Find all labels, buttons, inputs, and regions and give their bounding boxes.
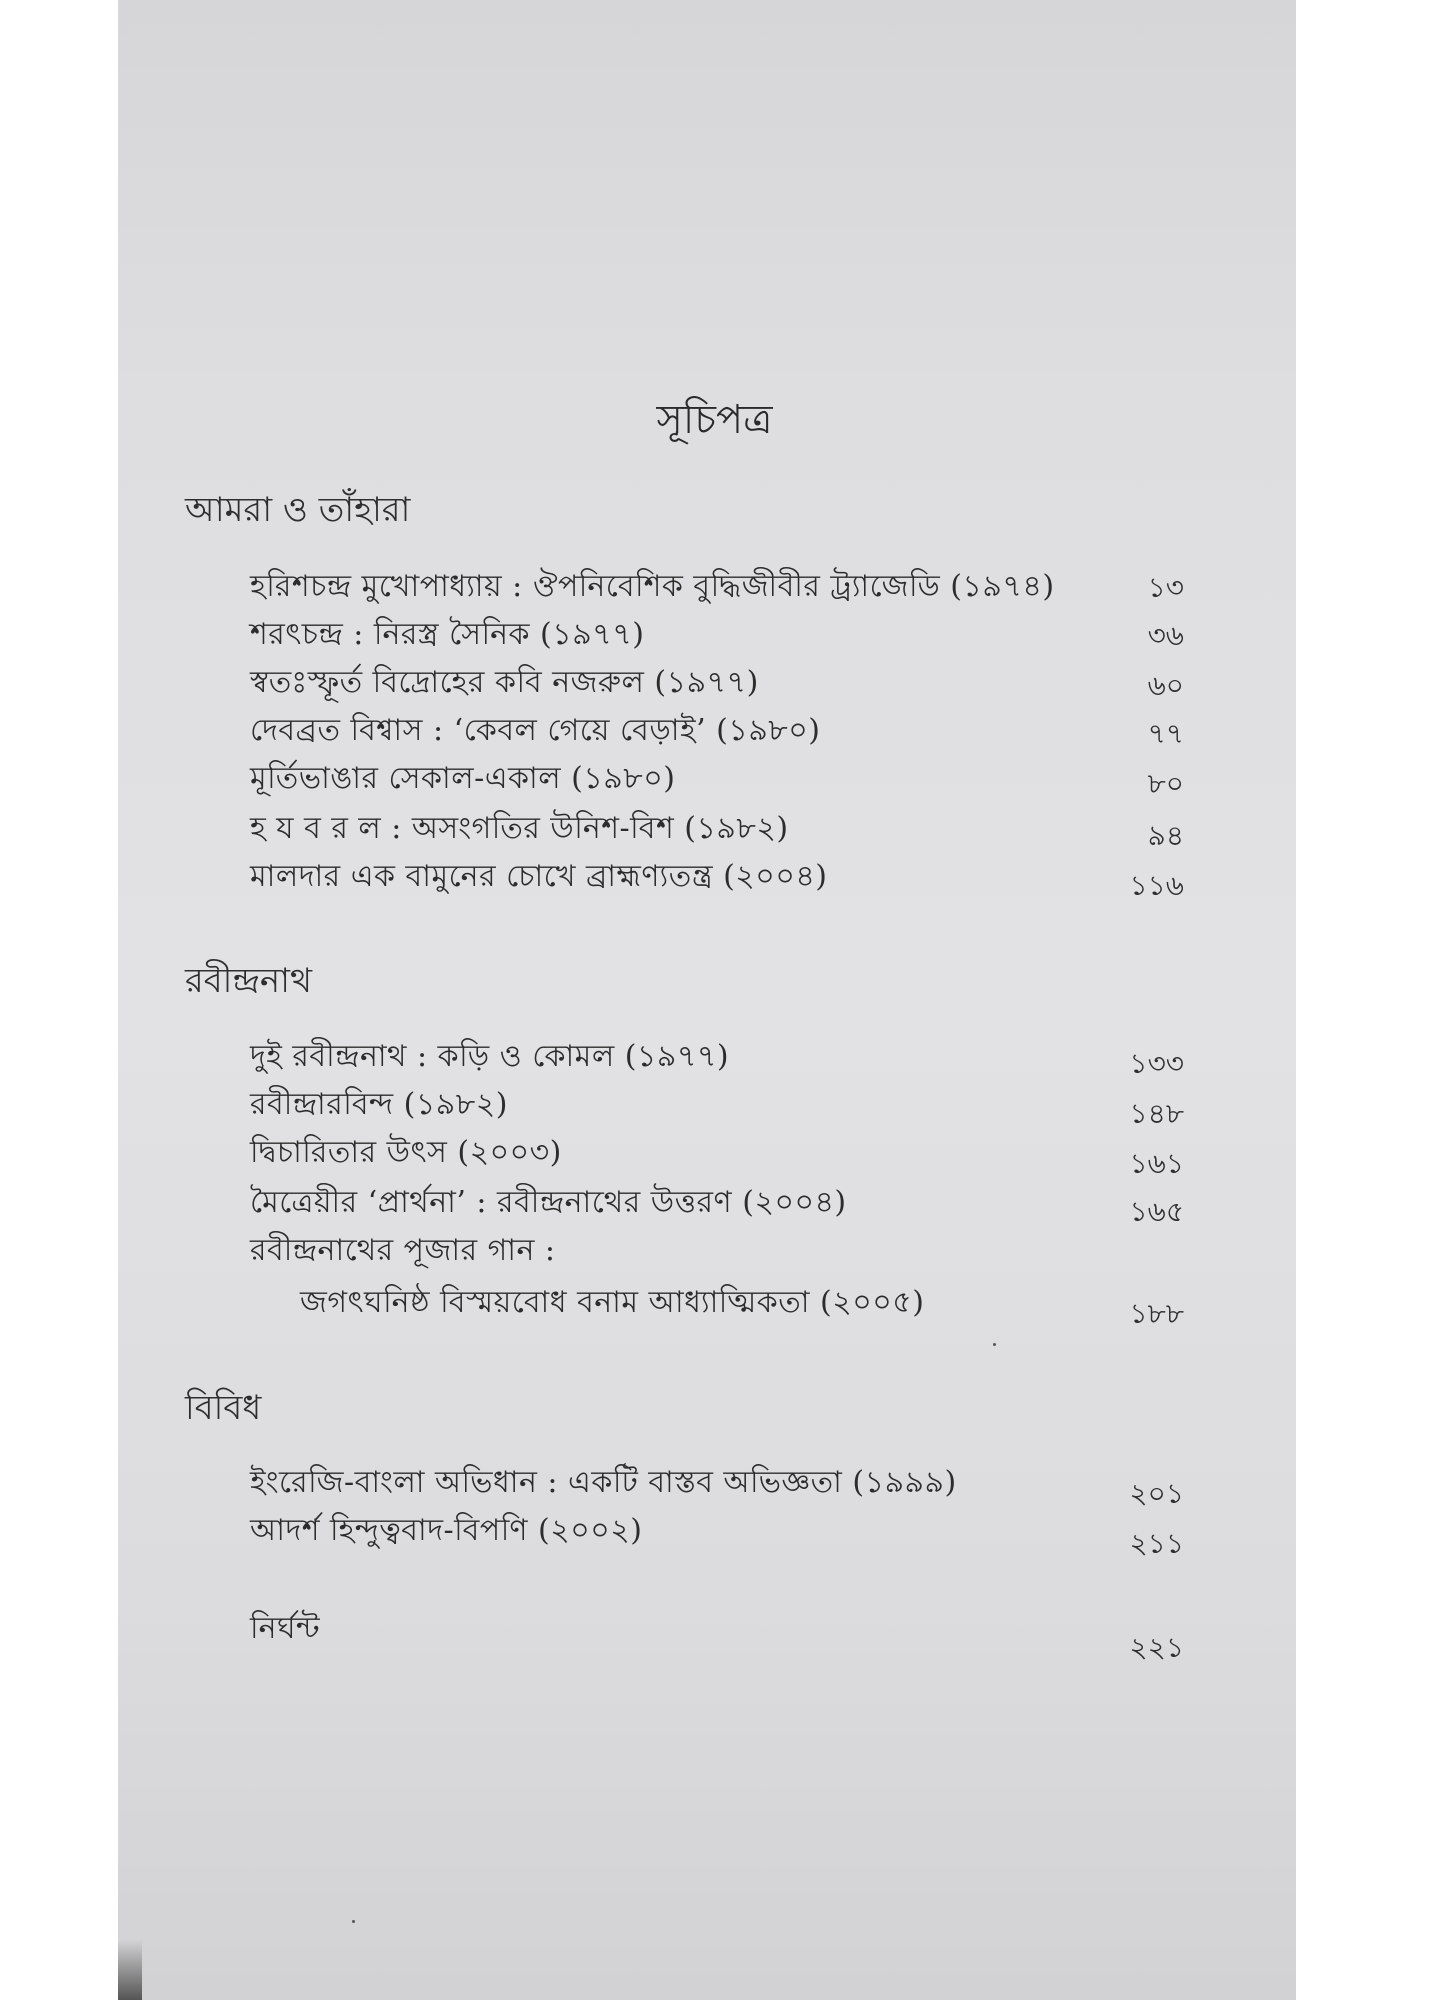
toc-entry: হরিশচন্দ্র মুখোপাধ্যায় : ঔপনিবেশিক বুদ্ধিজীবীর ট্র্যাজেডি (১৯৭৪) bbox=[250, 569, 1055, 604]
scan-margin-left bbox=[0, 0, 118, 2000]
toc-entry: হ য ব র ল : অসংগতির উনিশ-বিশ (১৯৮২) bbox=[250, 811, 789, 846]
toc-index-entry: নির্ঘন্ট bbox=[250, 1611, 321, 1646]
toc-entry: দ্বিচারিতার উৎস (২০০৩) bbox=[250, 1135, 562, 1170]
toc-page-number: ১৬৫ bbox=[1129, 1195, 1184, 1228]
section-heading-bibidh: বিবিধ bbox=[185, 1388, 262, 1428]
toc-page-number: ৭৭ bbox=[1147, 717, 1184, 750]
toc-entry: স্বতঃস্ফূর্ত বিদ্রোহের কবি নজরুল (১৯৭৭) bbox=[250, 665, 759, 700]
toc-page-number: ২২১ bbox=[1129, 1631, 1184, 1664]
toc-page-number: ১৩৩ bbox=[1129, 1047, 1184, 1080]
section-heading-rabindranath: রবীন্দ্রনাথ bbox=[185, 961, 313, 1001]
toc-page-number: ৬০ bbox=[1147, 669, 1184, 702]
toc-entry: দুই রবীন্দ্রনাথ : কড়ি ও কোমল (১৯৭৭) bbox=[250, 1039, 730, 1074]
toc-entry: ইংরেজি-বাংলা অভিধান : একটি বাস্তব অভিজ্ঞতা (১৯৯৯) bbox=[250, 1465, 957, 1500]
toc-entry: রবীন্দ্রারবিন্দ (১৯৮২) bbox=[250, 1087, 508, 1122]
toc-page-number: ৮০ bbox=[1147, 767, 1184, 800]
scan-margin-right bbox=[1296, 0, 1429, 2000]
toc-entry: রবীন্দ্রনাথের পূজার গান : bbox=[250, 1233, 556, 1268]
toc-entry: মালদার এক বামুনের চোখে ব্রাহ্মণ্যতন্ত্র (২০০৪) bbox=[250, 859, 828, 894]
toc-entry: আদর্শ হিন্দুত্ববাদ-বিপণি (২০০২) bbox=[250, 1513, 643, 1548]
page-shadow bbox=[118, 1940, 142, 2000]
toc-page-number: ১৩ bbox=[1147, 571, 1184, 604]
toc-page-number: ৩৬ bbox=[1147, 619, 1184, 652]
paper-speck bbox=[993, 1343, 996, 1346]
toc-page-number: ১৪৮ bbox=[1129, 1097, 1184, 1130]
toc-entry: জগৎঘনিষ্ঠ বিস্ময়বোধ বনাম আধ্যাত্মিকতা (২০০৫) bbox=[300, 1285, 925, 1320]
section-heading-amra: আমরা ও তাঁহারা bbox=[185, 490, 411, 530]
toc-page-number: ২০১ bbox=[1129, 1477, 1184, 1510]
toc-page-number: ১৬১ bbox=[1129, 1147, 1184, 1180]
toc-page-number: ১১৬ bbox=[1129, 869, 1184, 902]
toc-page-number: ৯৪ bbox=[1147, 819, 1184, 852]
page-title: সূচিপত্র bbox=[656, 397, 773, 443]
paper-speck bbox=[352, 1920, 355, 1923]
toc-entry: দেবব্রত বিশ্বাস : ‘কেবল গেয়ে বেড়াই’ (১৯৮০) bbox=[250, 713, 821, 748]
toc-page-number: ২১১ bbox=[1129, 1527, 1184, 1560]
toc-page-number: ১৮৮ bbox=[1129, 1297, 1184, 1330]
toc-entry: মৈত্রেয়ীর ‘প্রার্থনা’ : রবীন্দ্রনাথের উত্তরণ (২০০৪) bbox=[250, 1185, 847, 1220]
toc-entry: মূর্তিভাঙার সেকাল-একাল (১৯৮০) bbox=[250, 761, 676, 796]
toc-entry: শরৎচন্দ্র : নিরস্ত্র সৈনিক (১৯৭৭) bbox=[250, 617, 645, 652]
